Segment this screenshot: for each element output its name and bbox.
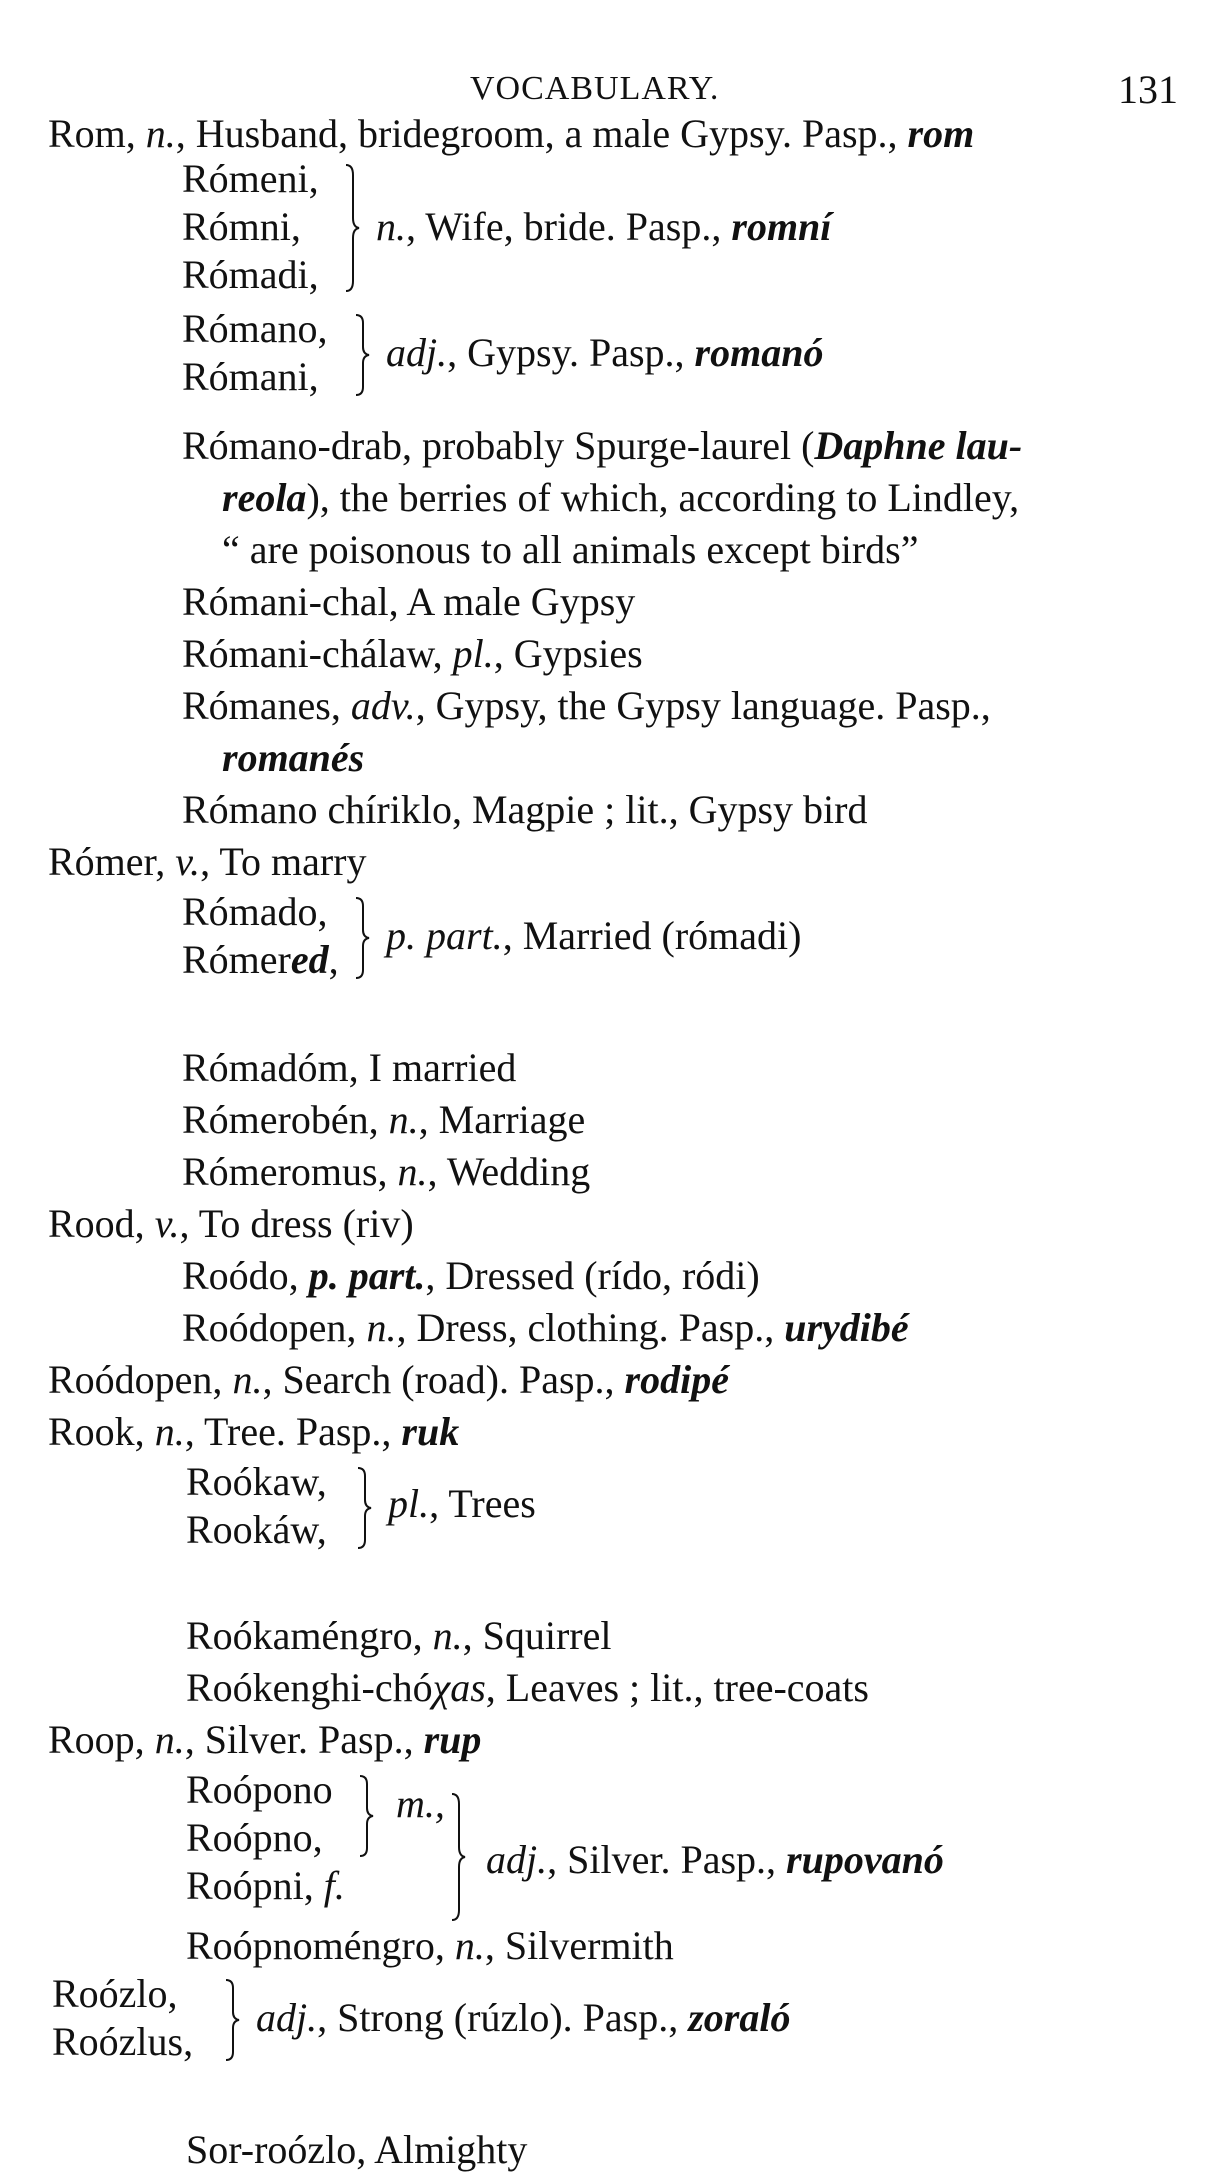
- entry-rookamengro: [186, 1612, 612, 1660]
- definition: [376, 203, 831, 251]
- latin-name: Daphne lau-: [814, 423, 1023, 468]
- variant-stem: Roópni,: [186, 1863, 324, 1908]
- definition-text: , Wife, bride. Pasp.,: [406, 204, 732, 249]
- definition: [386, 329, 823, 377]
- definition: , Silvermith: [484, 1923, 674, 1968]
- definition-text: Rómano-drab, probably Spurge-laurel (: [182, 423, 815, 468]
- right-brace-icon: [356, 1466, 372, 1550]
- pasp-equivalent: ruk: [401, 1409, 460, 1454]
- definition-text: , Married (rómadi): [502, 913, 802, 958]
- running-head: VOCABULARY.: [470, 70, 720, 107]
- headword: Roódopen,: [48, 1357, 233, 1402]
- right-brace-icon: [358, 1774, 374, 1858]
- headword: Rómerobén,: [182, 1097, 389, 1142]
- part-of-speech: n.: [154, 1409, 185, 1454]
- variant-stem: Rómer: [182, 937, 291, 982]
- definition: , Dress, clothing. Pasp.,: [396, 1305, 785, 1350]
- entry-romano-drab-cont: [222, 474, 1019, 522]
- entry-romanes-pasp: [222, 734, 364, 782]
- gender-label: m.,: [396, 1781, 445, 1826]
- definition: , To marry: [200, 839, 367, 884]
- gender-label: f.: [323, 1863, 345, 1908]
- headword: Roop,: [48, 1717, 155, 1762]
- variant-form: Rómeni,: [182, 156, 319, 201]
- definition: , Leaves ; lit., tree-coats: [485, 1665, 869, 1710]
- variant-forms: [182, 305, 328, 401]
- part-of-speech: pl.: [388, 1481, 430, 1526]
- entry-roodopen-search: [48, 1356, 729, 1404]
- part-of-speech: adj.: [486, 1837, 548, 1882]
- right-brace-icon: [354, 313, 370, 397]
- variant-forms: [182, 888, 339, 984]
- definition: , Gypsy, the Gypsy language. Pasp.,: [415, 683, 991, 728]
- variant-form: Rómni,: [182, 204, 301, 249]
- definition: , Squirrel: [462, 1613, 612, 1658]
- variant-form: Roópno,: [186, 1815, 323, 1860]
- headword: Rood,: [48, 1201, 155, 1246]
- definition: , To dress (riv): [179, 1201, 414, 1246]
- variant-form: Rookáw,: [186, 1507, 327, 1552]
- part-of-speech: n.: [454, 1923, 485, 1968]
- headword: Rómeromus,: [182, 1149, 398, 1194]
- headword: Rómanes,: [182, 683, 351, 728]
- definition: , Tree. Pasp.,: [184, 1409, 402, 1454]
- pasp-equivalent: zoraló: [688, 1995, 791, 2040]
- gender-masculine: [396, 1780, 445, 1828]
- right-brace-icon: [450, 1792, 466, 1922]
- entry-roop: [48, 1716, 481, 1764]
- right-brace-icon: [354, 896, 370, 980]
- entry-rood: [48, 1200, 414, 1248]
- part-of-speech: adj.: [256, 1995, 318, 2040]
- headword: Roópnoméngro,: [186, 1923, 455, 1968]
- entry-rookenghi-choxas: [186, 1664, 869, 1712]
- definition: [256, 1994, 790, 2042]
- headword: Rom,: [48, 111, 146, 156]
- variant-form: [182, 936, 339, 984]
- entry-romano-drab: [182, 422, 1022, 470]
- variant-forms: [186, 1766, 345, 1910]
- page-number: 131: [1118, 67, 1178, 112]
- part-of-speech: p. part.: [308, 1253, 426, 1298]
- entry-roodo: [182, 1252, 760, 1300]
- entry-roopnomengro: [186, 1922, 674, 1970]
- pasp-equivalent: rup: [423, 1717, 482, 1762]
- pasp-equivalent: romanó: [694, 330, 824, 375]
- part-of-speech: v.: [154, 1201, 180, 1246]
- definition: , Gypsies: [493, 631, 643, 676]
- pasp-equivalent: urydibé: [784, 1305, 909, 1350]
- entry-sor-roozlo: Sor-roózlo, Almighty: [186, 2127, 528, 2172]
- part-of-speech: adv.: [350, 683, 416, 728]
- pasp-equivalent: rodipé: [624, 1357, 729, 1402]
- entry-romani-chalaw: [182, 630, 643, 678]
- part-of-speech: n.: [388, 1097, 419, 1142]
- part-of-speech: n.: [432, 1613, 463, 1658]
- variant-form: Rómano,: [182, 306, 328, 351]
- entry-romadom: Rómadóm, I married: [182, 1045, 517, 1090]
- variant-forms: [52, 1970, 193, 2066]
- part-of-speech: p. part.: [386, 913, 503, 958]
- part-of-speech: n.: [232, 1357, 263, 1402]
- part-of-speech: n.: [397, 1149, 428, 1194]
- part-of-speech: pl.: [452, 631, 494, 676]
- definition: [386, 912, 801, 960]
- variant-form: Roókaw,: [186, 1459, 327, 1504]
- variant-forms: [186, 1458, 327, 1554]
- part-of-speech: n.: [376, 204, 406, 249]
- entry-roodopen-dress: [182, 1304, 909, 1352]
- entry-romeromus: [182, 1148, 590, 1196]
- entry-rom: [48, 110, 974, 158]
- pasp-equivalent: rupovanó: [786, 1837, 944, 1882]
- variant-form: Rómani,: [182, 354, 319, 399]
- definition: , Dressed (rído, ródi): [425, 1253, 760, 1298]
- definition: [486, 1836, 944, 1884]
- part-of-speech: adj.: [386, 330, 448, 375]
- variant-form: Roózlus,: [52, 2019, 194, 2064]
- entry-romeroben: [182, 1096, 585, 1144]
- latin-name: reola: [222, 475, 307, 520]
- part-of-speech: n.: [145, 111, 176, 156]
- variant-form: Roózlo,: [52, 1971, 178, 2016]
- pasp-equivalent: romanés: [222, 735, 365, 780]
- headword: Roódopen,: [182, 1305, 367, 1350]
- variant-suffix: ed: [290, 937, 329, 982]
- definition: , Marriage: [418, 1097, 586, 1142]
- headword: Rómani-chálaw,: [182, 631, 453, 676]
- headword-italic-suffix: χas: [432, 1665, 486, 1710]
- part-of-speech: v.: [175, 839, 201, 884]
- headword: Rómer,: [48, 839, 176, 884]
- definition-text: , Strong (rúzlo). Pasp.,: [317, 1995, 689, 2040]
- variant-form: Roópono: [186, 1767, 333, 1812]
- headword: Roókenghi-chó: [186, 1665, 433, 1710]
- entry-romano-chiriklo: Rómano chíriklo, Magpie ; lit., Gypsy bird: [182, 787, 868, 832]
- definition-text: , Trees: [429, 1481, 536, 1526]
- right-brace-icon: [224, 1978, 240, 2062]
- pasp-equivalent: rom: [907, 111, 975, 156]
- variant-punct: ,: [328, 937, 339, 982]
- entry-romanes: [182, 682, 991, 730]
- headword: Roódo,: [182, 1253, 309, 1298]
- entry-rook: [48, 1408, 459, 1456]
- definition: [388, 1480, 536, 1528]
- part-of-speech: n.: [366, 1305, 397, 1350]
- definition: , Husband, bridegroom, a male Gypsy. Pasp.,: [175, 111, 908, 156]
- entry-romano-drab-quote: “ are poisonous to all animals except birds”: [222, 527, 919, 572]
- entry-romer: [48, 838, 367, 886]
- definition: , Search (road). Pasp.,: [262, 1357, 625, 1402]
- right-brace-icon: [344, 163, 360, 293]
- part-of-speech: n.: [154, 1717, 185, 1762]
- headword: Rook,: [48, 1409, 155, 1454]
- definition: , Wedding: [427, 1149, 591, 1194]
- entry-romani-chal: Rómani-chal, A male Gypsy: [182, 579, 636, 624]
- headword: Roókaméngro,: [186, 1613, 433, 1658]
- definition: , Silver. Pasp.,: [184, 1717, 424, 1762]
- variant-form: Rómado,: [182, 889, 328, 934]
- variant-form: Rómadi,: [182, 252, 319, 297]
- variant-form: [186, 1862, 345, 1910]
- variant-forms: [182, 155, 319, 299]
- definition-text: , Silver. Pasp.,: [547, 1837, 787, 1882]
- definition-text: ), the berries of which, according to Lindley,: [306, 475, 1020, 520]
- definition-text: , Gypsy. Pasp.,: [447, 330, 695, 375]
- pasp-equivalent: romní: [731, 204, 832, 249]
